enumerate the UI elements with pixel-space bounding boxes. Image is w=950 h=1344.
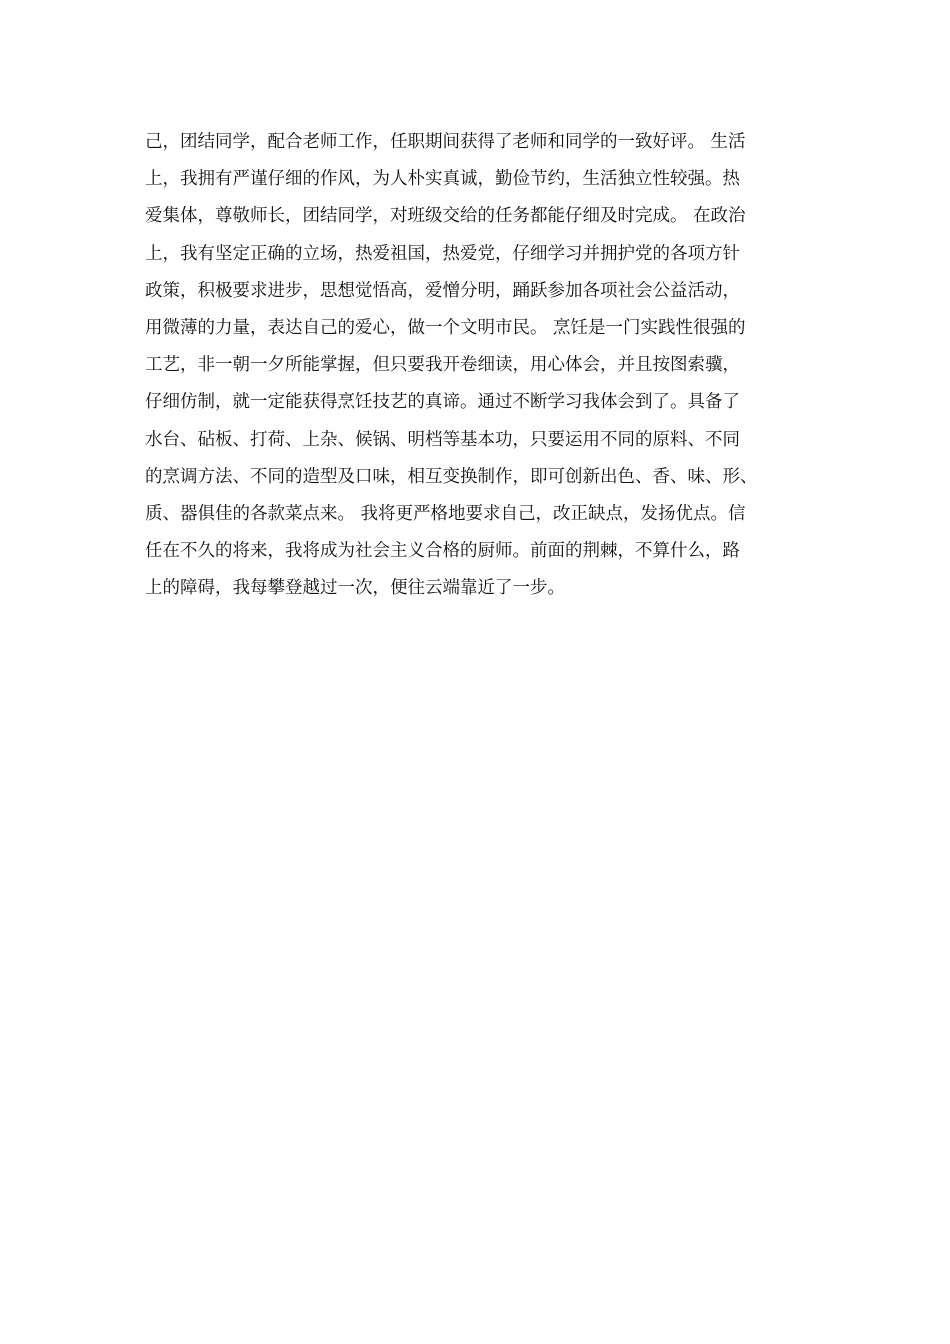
text-line: 水台、砧板、打荷、上杂、候锅、明档等基本功，只要运用不同的原料、不同 — [145, 429, 740, 450]
text-line: 爱集体，尊敬师长，团结同学，对班级交给的任务都能仔细及时完成。 在政治 — [145, 206, 746, 227]
text-line: 上，我拥有严谨仔细的作风，为人朴实真诚，勤俭节约，生活独立性较强。热 — [145, 169, 740, 190]
text-line: 质、器俱佳的各款菜点来。 我将更严格地要求自己，改正缺点，发扬优点。信 — [145, 503, 746, 524]
text-line: 用微薄的力量，表达自己的爱心，做一个文明市民。 烹饪是一门实践性很强的 — [145, 317, 746, 338]
text-line: 的烹调方法、不同的造型及口味，相互变换制作，即可创新出色、香、味、形、 — [145, 466, 758, 487]
text-line: 工艺，非一朝一夕所能掌握，但只要我开卷细读，用心体会，并且按图索骥， — [145, 355, 740, 376]
text-line: 上的障碍，我每攀登越过一次，便往云端靠近了一步。 — [145, 578, 565, 599]
text-line: 上，我有坚定正确的立场，热爱祖国，热爱党，仔细学习并拥护党的各项方针 — [145, 243, 740, 264]
text-line: 仔细仿制，就一定能获得烹饪技艺的真谛。通过不断学习我体会到了。具备了 — [145, 392, 740, 413]
text-line: 己，团结同学，配合老师工作，任职期间获得了老师和同学的一致好评。 生活 — [145, 132, 746, 152]
text-line: 政策，积极要求进步，思想觉悟高，爱憎分明，踊跃参加各项社会公益活动， — [145, 280, 740, 301]
body-paragraph — [145, 124, 825, 607]
text-line: 任在不久的将来，我将成为社会主义合格的厨师。前面的荆棘，不算什么，路 — [145, 541, 740, 562]
